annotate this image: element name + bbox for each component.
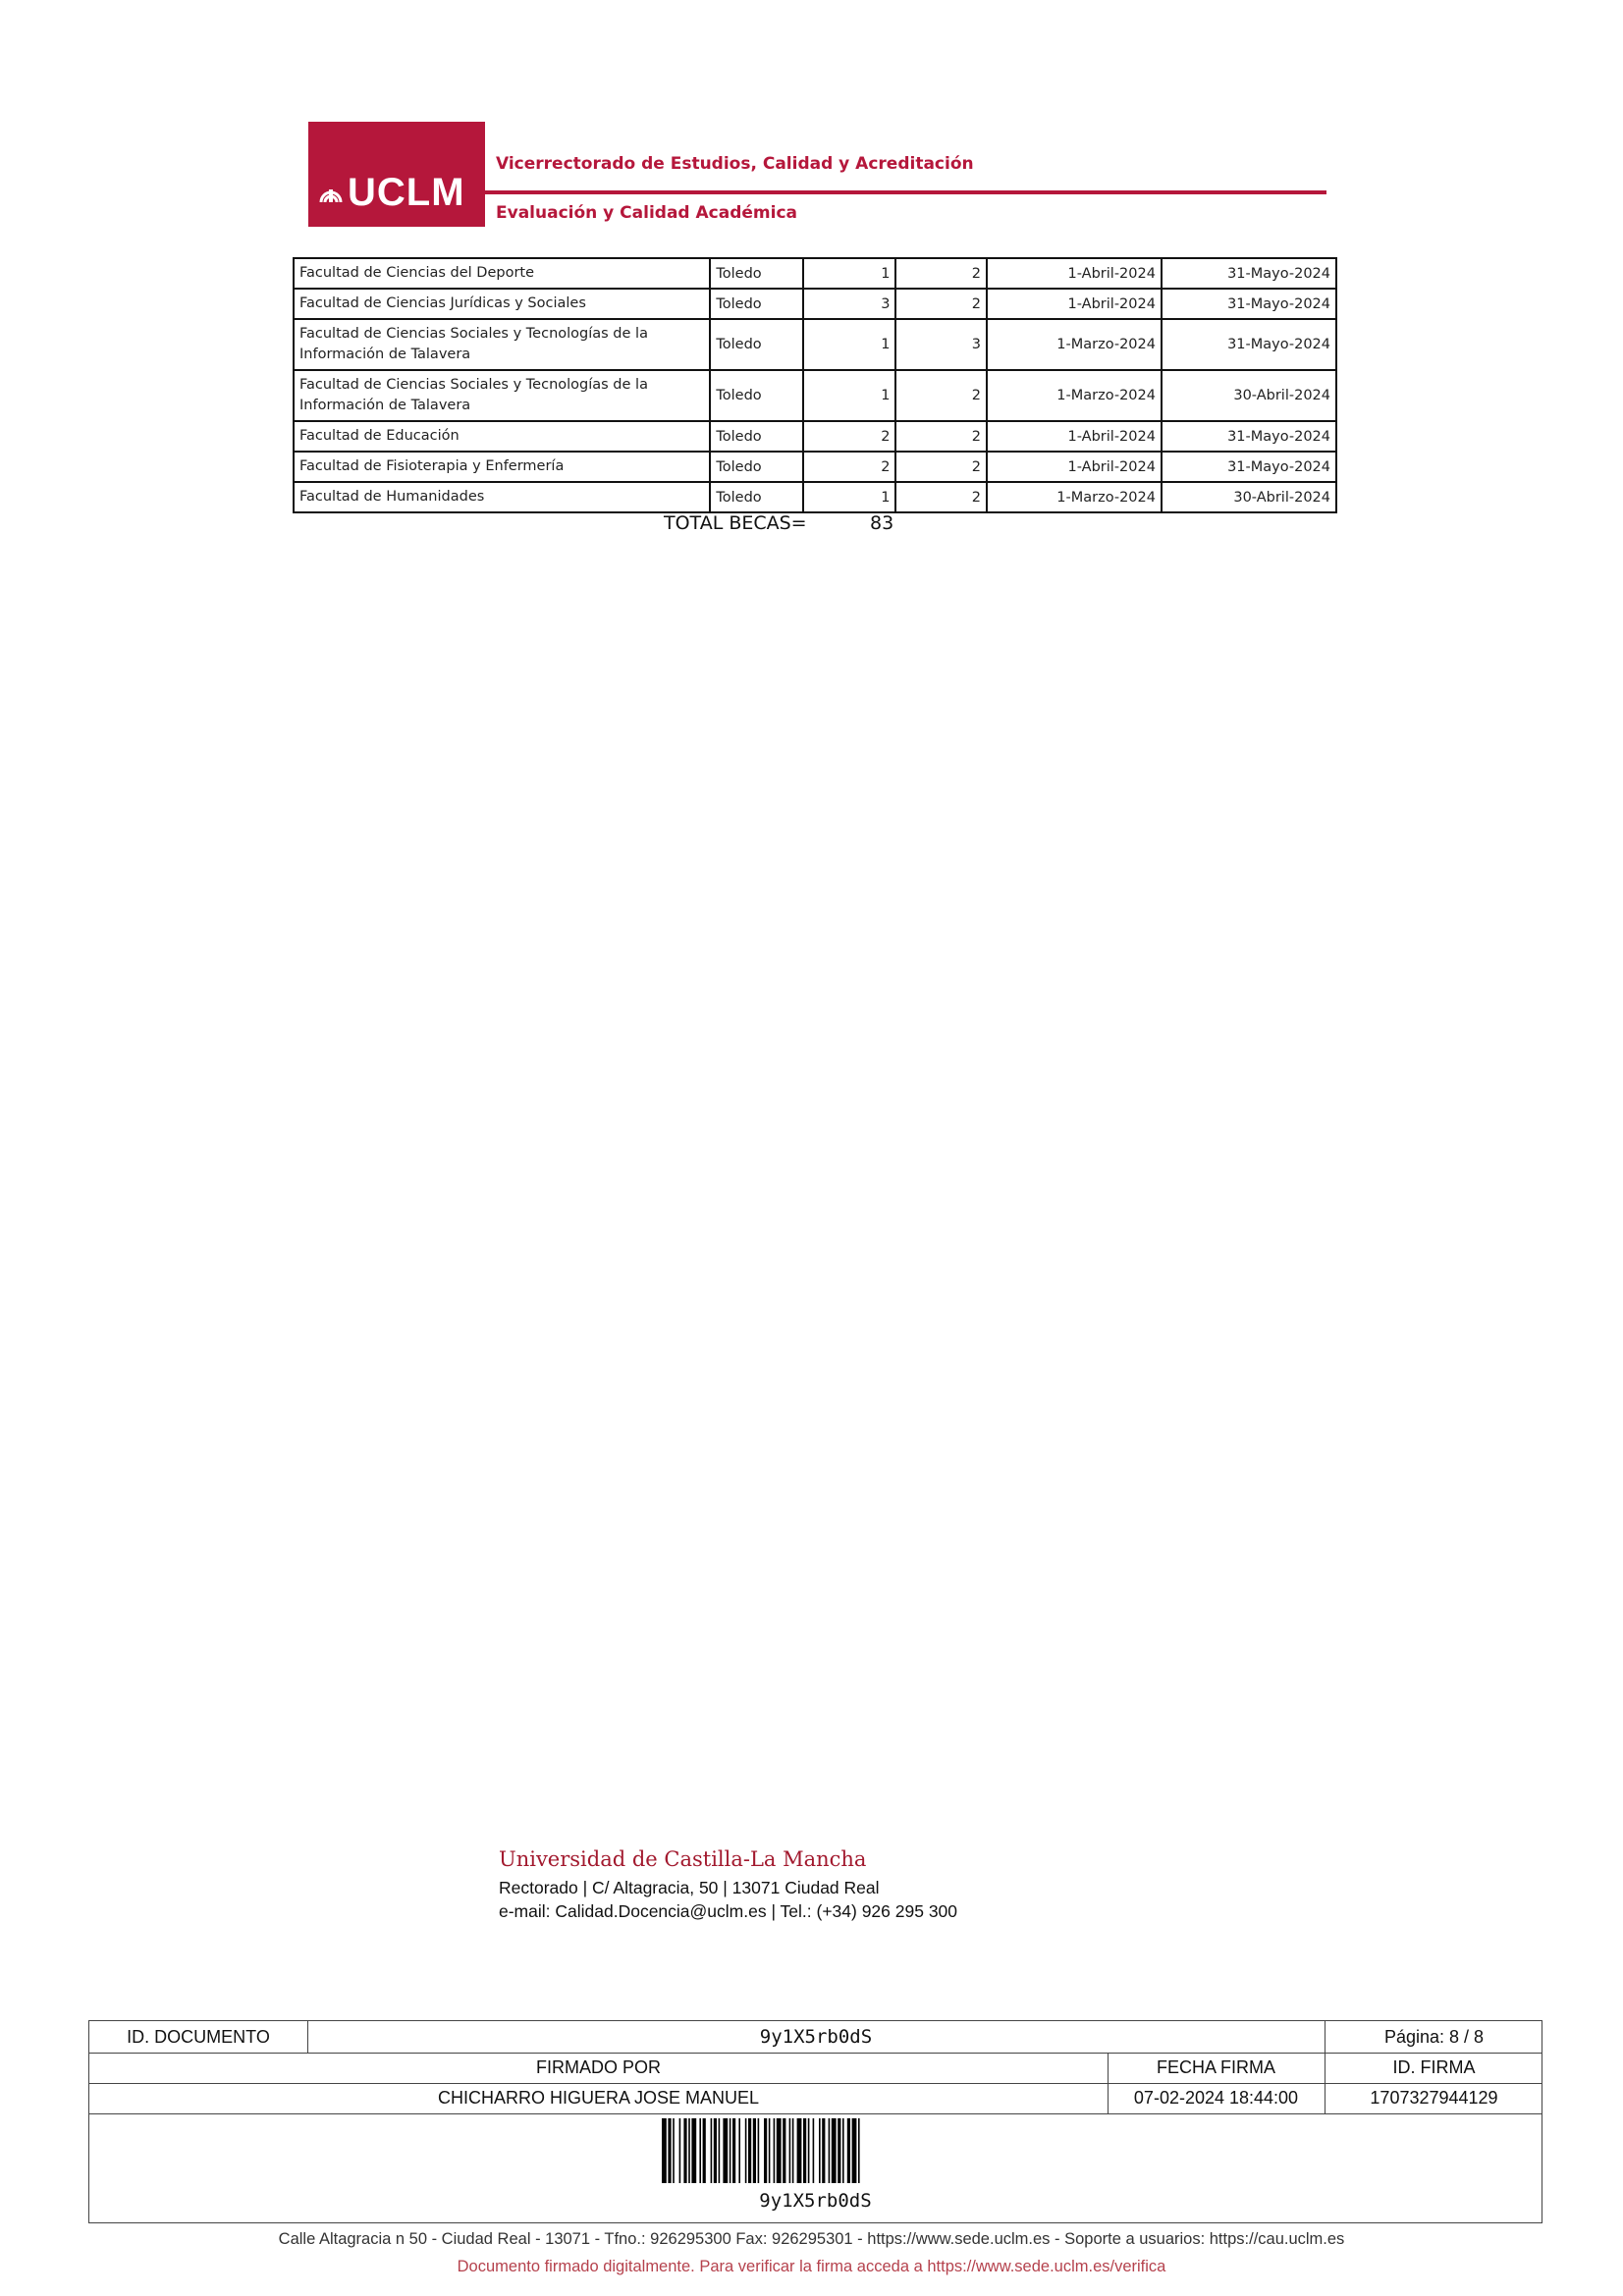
uclm-emblem-icon [318,181,344,206]
total-label: TOTAL BECAS= [664,512,807,534]
cell-facultad: Facultad de Educación [294,421,710,452]
table-row [294,289,1336,319]
cell-localidad: Toledo [710,319,803,370]
cell-facultad: Facultad de Ciencias Sociales y Tecnologías de la Información de Talavera [294,370,710,421]
sig-divider [89,2113,1542,2114]
cell-n2: 3 [895,319,987,370]
uclm-logo [308,122,485,227]
header-title: Vicerrectorado de Estudios, Calidad y Acreditación [496,154,974,174]
table-row [294,258,1336,289]
cell-fin: 30-Abril-2024 [1162,482,1336,512]
cell-inicio: 1-Marzo-2024 [987,319,1162,370]
signature-date: 07-02-2024 18:44:00 [1133,2088,1299,2108]
total-value: 83 [870,512,894,534]
cell-localidad: Toledo [710,452,803,482]
document-barcode [662,2118,970,2183]
cell-n2: 2 [895,370,987,421]
table-row [294,482,1336,512]
id-documento-value: 9y1X5rb0dS [759,2026,873,2048]
cell-n1: 3 [803,289,896,319]
cell-fin: 30-Abril-2024 [1162,370,1336,421]
cell-fin: 31-Mayo-2024 [1162,452,1336,482]
fecha-firma-label: FECHA FIRMA [1156,2057,1275,2077]
cell-localidad: Toledo [710,421,803,452]
signature-id: 1707327944129 [1370,2088,1498,2108]
cell-fin: 31-Mayo-2024 [1162,421,1336,452]
header-subtitle: Evaluación y Calidad Académica [496,203,797,223]
cell-fin: 31-Mayo-2024 [1162,258,1336,289]
cell-n1: 1 [803,370,896,421]
table-row [294,370,1336,421]
address-org: Universidad de Castilla-La Mancha [499,1847,867,1871]
cell-inicio: 1-Abril-2024 [987,452,1162,482]
cell-n2: 2 [895,289,987,319]
cell-n2: 2 [895,452,987,482]
table-row [294,452,1336,482]
cell-n1: 2 [803,452,896,482]
cell-facultad: Facultad de Fisioterapia y Enfermería [294,452,710,482]
firmado-por-label: FIRMADO POR [535,2057,661,2077]
id-firma-label: ID. FIRMA [1392,2057,1476,2077]
cell-facultad: Facultad de Humanidades [294,482,710,512]
cell-facultad: Facultad de Ciencias del Deporte [294,258,710,289]
barcode-text: 9y1X5rb0dS [759,2190,872,2212]
logo-text: UCLM [348,171,465,214]
cell-inicio: 1-Abril-2024 [987,421,1162,452]
signature-box [88,2020,1542,2223]
cell-facultad: Facultad de Ciencias Sociales y Tecnologías de la Información de Talavera [294,319,710,370]
cell-n2: 2 [895,482,987,512]
address-line-1: Rectorado | C/ Altagracia, 50 | 13071 Ciudad Real [499,1878,880,1897]
cell-localidad: Toledo [710,370,803,421]
cell-localidad: Toledo [710,258,803,289]
cell-n2: 2 [895,258,987,289]
cell-fin: 31-Mayo-2024 [1162,289,1336,319]
grants-table [293,257,1337,513]
cell-inicio: 1-Abril-2024 [987,289,1162,319]
page-number: Página: 8 / 8 [1383,2026,1485,2047]
footer-verify-note: Documento firmado digitalmente. Para verificar la firma acceda a https://www.sede.uclm.es/verifica [457,2258,1166,2275]
table-row [294,319,1336,370]
cell-inicio: 1-Marzo-2024 [987,370,1162,421]
cell-n2: 2 [895,421,987,452]
address-line-2: e-mail: Calidad.Docencia@uclm.es | Tel.: (+34) 926 295 300 [499,1901,958,1921]
signer-name: CHICHARRO HIGUERA JOSE MANUEL [437,2088,760,2108]
table-row [294,421,1336,452]
cell-n1: 1 [803,482,896,512]
cell-n1: 1 [803,319,896,370]
cell-n1: 2 [803,421,896,452]
header-rule [485,190,1326,194]
footer-contact: Calle Altagracia n 50 - Ciudad Real - 13071 - Tfno.: 926295300 Fax: 926295301 - https://www.sede.uclm.es - Soporte a usuarios: https://cau.uclm.es [278,2230,1345,2248]
cell-inicio: 1-Marzo-2024 [987,482,1162,512]
cell-inicio: 1-Abril-2024 [987,258,1162,289]
cell-localidad: Toledo [710,482,803,512]
cell-n1: 1 [803,258,896,289]
cell-facultad: Facultad de Ciencias Jurídicas y Sociales [294,289,710,319]
id-documento-label: ID. DOCUMENTO [127,2026,270,2047]
cell-localidad: Toledo [710,289,803,319]
cell-fin: 31-Mayo-2024 [1162,319,1336,370]
